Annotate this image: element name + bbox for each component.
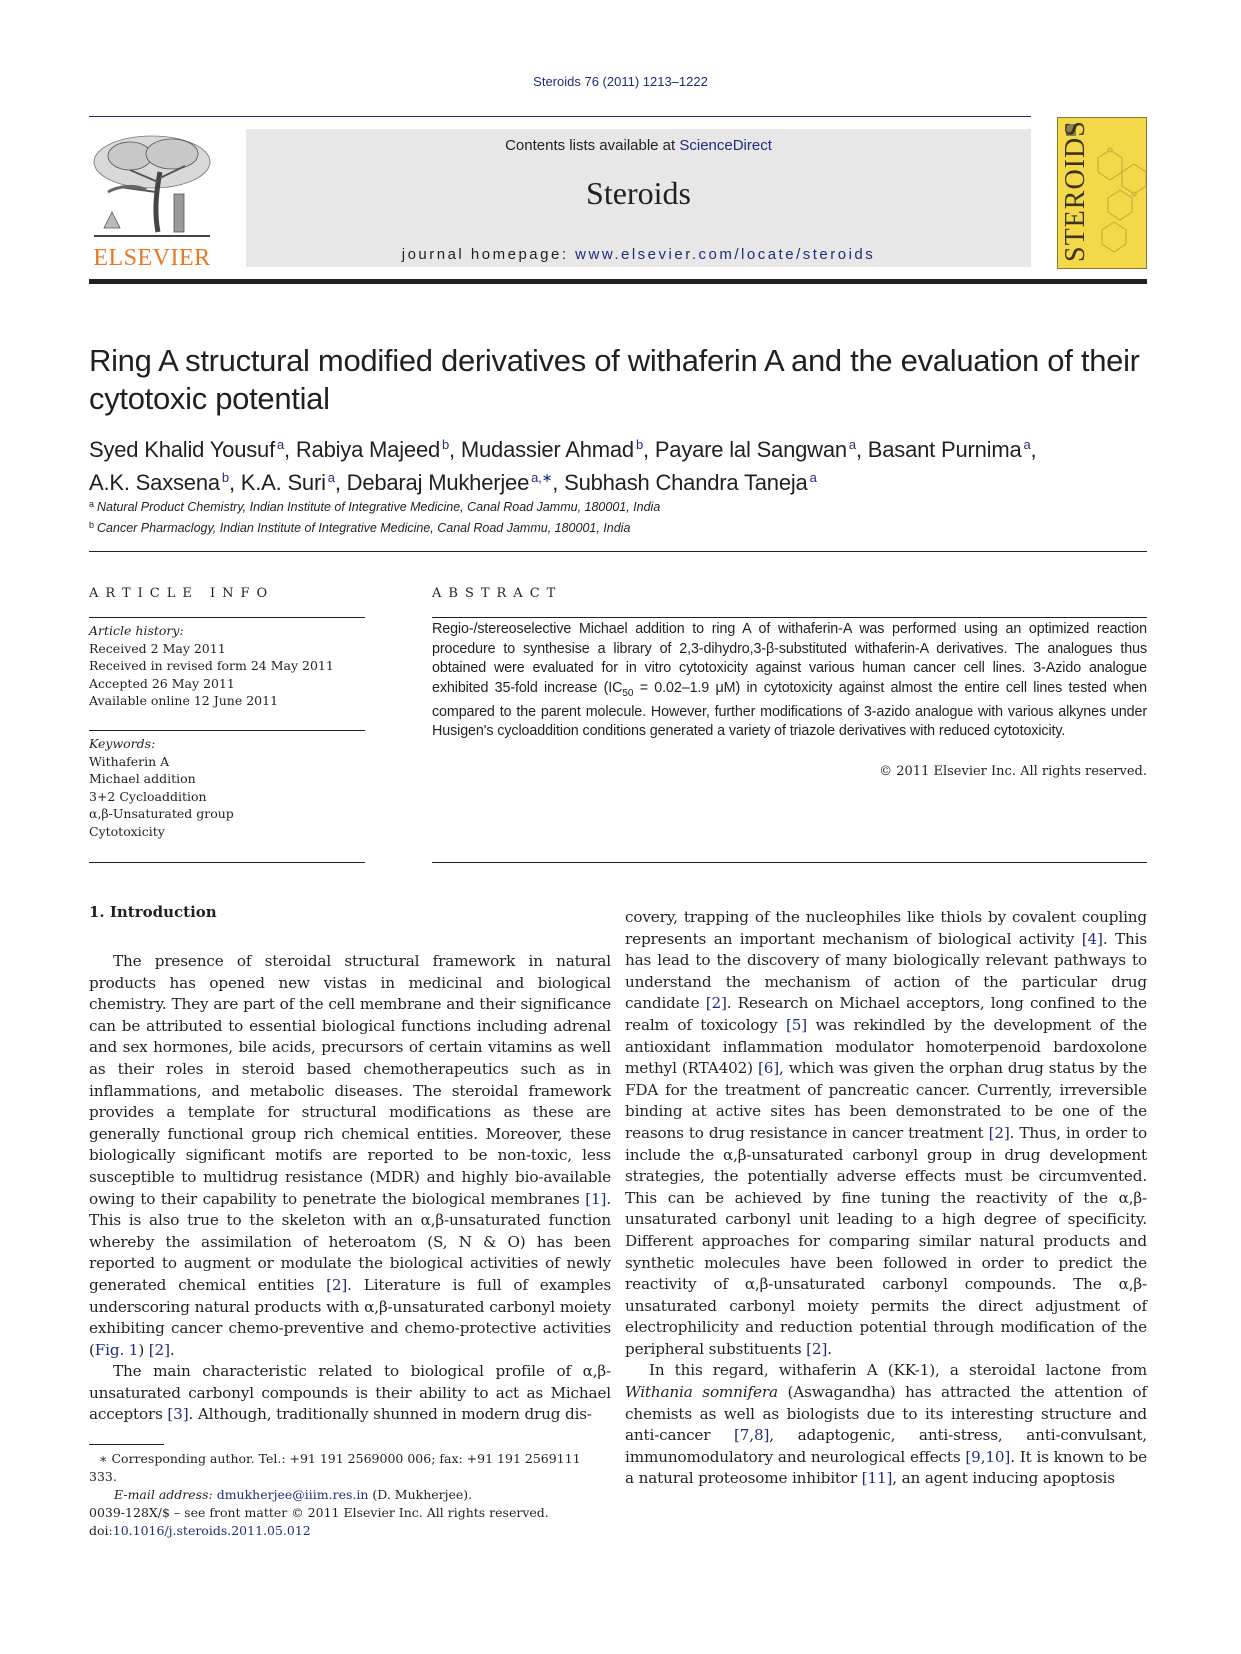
affiliations (89, 495, 1149, 537)
divider (432, 617, 1147, 618)
paragraph: The presence of steroidal structural framework in natural products has opened new vistas in medicinal and biological chemistry. They are part of the cell membrane and their significance can be attributed to essential biological functions including adrenal and sex hormones, bile acids, precursors of certain vitamins as well as their roles in steroid based chemotherapeutics such as in inflammations, and metabolic diseases. The steroidal framework provides a template for structural modifications as these are generally functional group rich chemical entities. Moreover, these biologically significant motifs are reported to be non-toxic, less susceptible to multidrug resistance (MDR) and highly bio-available owing to their capability to penetrate the biological membranes [1]. This is also true to the skeleton with an α,β-unsaturated function whereby the assimilation of heteroatom (S, N & O) has been reported to augment or modulate the biological activities of newly generated chemical entities [2]. Literature is full of examples underscoring natural products with α,β-unsaturated carbonyl moiety exhibiting cancer chemo-preventive and chemo-protective activities (Fig. 1) [2]. (89, 952, 611, 1359)
history-received: Received 2 May 2011 (89, 640, 226, 656)
affiliation-marker[interactable]: a (327, 470, 335, 485)
history-revised: Received in revised form 24 May 2011 (89, 658, 334, 673)
issn-doi: 0039-128X/$ – see front matter © 2011 Elsevier Inc. All rights reserved. doi:10.1016/j.steroids.2011.05.012 (89, 1504, 629, 1539)
emphasis: Withania somnifera (625, 1383, 778, 1402)
reference-link[interactable]: [1] (585, 1189, 607, 1208)
footnote-rule (89, 1444, 164, 1445)
author[interactable]: A.K. Saxsena $^b$ (89, 470, 229, 495)
history-label: Article history: (89, 623, 184, 638)
front-matter-line: 0039-128X/$ – see front matter © 2011 Elsevier Inc. All rights reserved. (89, 1505, 549, 1520)
affiliation-marker[interactable]: a,∗ (531, 470, 553, 485)
author[interactable]: Payare lal Sangwan $^a$ (654, 437, 856, 462)
copyright: © 2011 Elsevier Inc. All rights reserved. (879, 764, 1147, 779)
reference-link[interactable]: [2] (988, 1123, 1010, 1142)
keyword: 3+2 Cycloaddition (89, 788, 207, 804)
author[interactable]: Syed Khalid Yousuf $^a$ (89, 437, 285, 462)
keywords-label: Keywords: (89, 736, 156, 751)
reference-link[interactable]: [2] (326, 1275, 348, 1294)
history-online: Available online 12 June 2011 (89, 693, 279, 708)
reference-link[interactable]: [9,10] (965, 1447, 1011, 1466)
affiliation-b: $^b$ Cancer Pharmaclogy, Indian Institute of Integrative Medicine, Canal Road Jammu, 180001, India (89, 520, 631, 535)
email-link[interactable]: dmukherjee@iiim.res.in (216, 1487, 369, 1502)
contents-prefix: Contents lists available at (505, 137, 680, 154)
journal-cover-image[interactable] (1057, 117, 1147, 269)
author[interactable]: Rabiya Majeed $^b$ (295, 437, 450, 462)
molecule-illustration-icon (1088, 138, 1147, 268)
body-column-left (89, 951, 611, 1426)
affiliation-marker[interactable]: a (809, 470, 817, 485)
divider (89, 730, 365, 731)
author-list: Syed Khalid Yousuf $^a$, Rabiya Majeed $^b$, Mudassier Ahmad $^b$, Payare lal Sangwan $^a$, Basant Purnima $^a$, A.K. Saxsena $^b$, K.A. Suri $^a$, Debaraj Mukherjee $^{a,∗}$, Subhash Chandra Taneja $^a$ (89, 437, 1037, 495)
footnote-marker: ∗ (99, 1451, 108, 1466)
divider (89, 617, 365, 618)
author-corresponding[interactable]: Debaraj Mukherjee $^{a,∗}$ (346, 470, 553, 495)
affiliation-marker[interactable]: b (221, 470, 229, 485)
reference-link[interactable]: [6] (757, 1059, 780, 1078)
cover-title: STEROIDS (1060, 120, 1091, 262)
header-rule (89, 116, 1031, 117)
affiliation-marker[interactable]: a (848, 437, 856, 452)
elsevier-logo[interactable] (88, 132, 216, 272)
author[interactable]: Mudassier Ahmad $^b$ (460, 437, 643, 462)
paragraph: In this regard, withaferin A (KK-1), a steroidal lactone from Withania somnifera (Aswagandha) has attracted the attention of chemists as well as biologists due to its interesting structure and anti-cancer [7,8], adaptogenic, anti-stress, anti-convulsant, immunomodulatory and neurological effects [9,10]. It is known to be a natural proteosome inhibitor [11], an agent inducing apoptosis (625, 1361, 1147, 1488)
affiliation-a: $^a$ Natural Product Chemistry, Indian Institute of Integrative Medicine, Canal Road Jammu, 180001, India (89, 499, 661, 514)
reference-link[interactable]: [5] (785, 1015, 808, 1034)
body-column-right (625, 907, 1147, 1490)
keyword: α,β-Unsaturated group (89, 806, 234, 821)
divider (89, 862, 365, 863)
article-history (89, 622, 365, 710)
paragraph: covery, trapping of the nucleophiles like thiols by covalent coupling represents an important mechanism of biological activity [4]. This has lead to the discovery of many biologically relevant pathways to understand the mechanism of action of the particular drug candidate [2]. Research on Michael acceptors, long confined to the realm of toxicology [5] was rekindled by the development of the antioxidant inflammation modulator homoterpenoid bardoxolone methyl (RTA402) [6], which was given the orphan drug status by the FDA for the treatment of pancreatic cancer. Currently, irreversible binding at active sites has been demonstrated to be one of the reasons to drug resistance in cancer treatment [2]. Thus, in order to include the α,β-unsaturated carbonyl group in drug development strategies, the potentially adverse effects must be circumvented. This can be achieved by fine tuning the reactivity of the α,β-unsaturated carbonyl unit leading to a high degree of specificity. Different approaches for comparing similar natural products and synthetic molecules have been followed in order to predict the reactivity of α,β-unsaturated carbonyl compounds. The α,β-unsaturated carbonyl moiety permits the direct adjustment of electrophilicity and reduction potential through modification of the peripheral substituents [2]. (625, 908, 1148, 1358)
elsevier-wordmark: ELSEVIER (93, 245, 211, 271)
header-thick-rule (89, 279, 1147, 284)
journal-citation[interactable]: Steroids 76 (2011) 1213–1222 (533, 74, 708, 89)
history-accepted: Accepted 26 May 2011 (89, 675, 235, 691)
journal-banner (246, 129, 1031, 267)
divider (432, 862, 1147, 863)
paragraph: The main characteristic related to biological profile of α,β-unsaturated carbonyl compounds is their ability to act as Michael acceptors [3]. Although, traditionally shunned in modern drug dis- (89, 1362, 611, 1424)
reference-link[interactable]: [11] (861, 1469, 893, 1488)
section-heading-introduction: 1. Introduction (89, 903, 217, 921)
journal-name: Steroids (586, 175, 691, 211)
keyword: Michael addition (89, 771, 196, 786)
reference-link[interactable]: [7,8] (734, 1426, 770, 1445)
doi-link[interactable]: 10.1016/j.steroids.2011.05.012 (112, 1522, 311, 1538)
divider (89, 551, 1147, 552)
homepage-prefix: journal homepage: (401, 246, 576, 263)
sciencedirect-link[interactable]: ScienceDirect (679, 137, 772, 154)
contents-line (246, 137, 1031, 154)
reference-link[interactable]: [2] (148, 1340, 170, 1359)
keyword: Cytotoxicity (89, 823, 165, 839)
homepage-link[interactable]: www.elsevier.com/locate/steroids (575, 246, 876, 263)
reference-link[interactable]: [3] (167, 1405, 189, 1424)
author[interactable]: K.A. Suri $^a$ (240, 470, 335, 495)
affiliation-marker[interactable]: b (442, 437, 450, 452)
article-info-heading: ARTICLE INFO (89, 586, 275, 601)
reference-link[interactable]: [2] (705, 994, 727, 1013)
corresponding-author-footnote: ∗ Corresponding author. Tel.: +91 191 2569000 006; fax: +91 191 2569111 333. E-mail address: dmukherjee@iiim.res.in (D. Mukherjee). (89, 1451, 581, 1502)
affiliation-marker[interactable]: a (1023, 437, 1031, 452)
abstract-heading: ABSTRACT (432, 586, 563, 601)
abstract-text: Regio-/stereoselective Michael addition to ring A of withaferin-A was performed using an optimized reaction procedure to synthesise a library of 2,3-dihydro,3-β-substituted withaferin-A derivatives. The analogues thus obtained were evaluated for in vitro cytotoxicity against various human cancer cell lines. 3-Azido analogue exhibited 35-fold increase ($IC_{50} = 0.02-1.9$ μM) in cytotoxicity against almost the entire cell lines tested when compared to the parent molecule. However, further modifications of 3-azido analogue with various alkynes under Husigen's cycloaddition conditions generated a variety of triazole derivatives with reduced cytotoxicity. (432, 621, 1147, 740)
author[interactable]: Subhash Chandra Taneja $^a$ (564, 470, 817, 495)
keyword: Withaferin A (89, 753, 170, 769)
homepage-line (246, 246, 1031, 263)
reference-link[interactable]: [2] (806, 1339, 828, 1358)
reference-link[interactable]: Fig. 1 (94, 1340, 139, 1359)
keywords (89, 735, 365, 840)
author[interactable]: Basant Purnima $^a$ (867, 437, 1031, 462)
reference-link[interactable]: [4] (1081, 929, 1103, 948)
affiliation-marker[interactable]: a (277, 437, 285, 452)
elsevier-tree-icon (90, 132, 214, 244)
affiliation-marker[interactable]: b (635, 437, 643, 452)
article-title: Ring A structural modified derivatives of withaferin A and the evaluation of their cytotoxic potential (89, 343, 1140, 416)
